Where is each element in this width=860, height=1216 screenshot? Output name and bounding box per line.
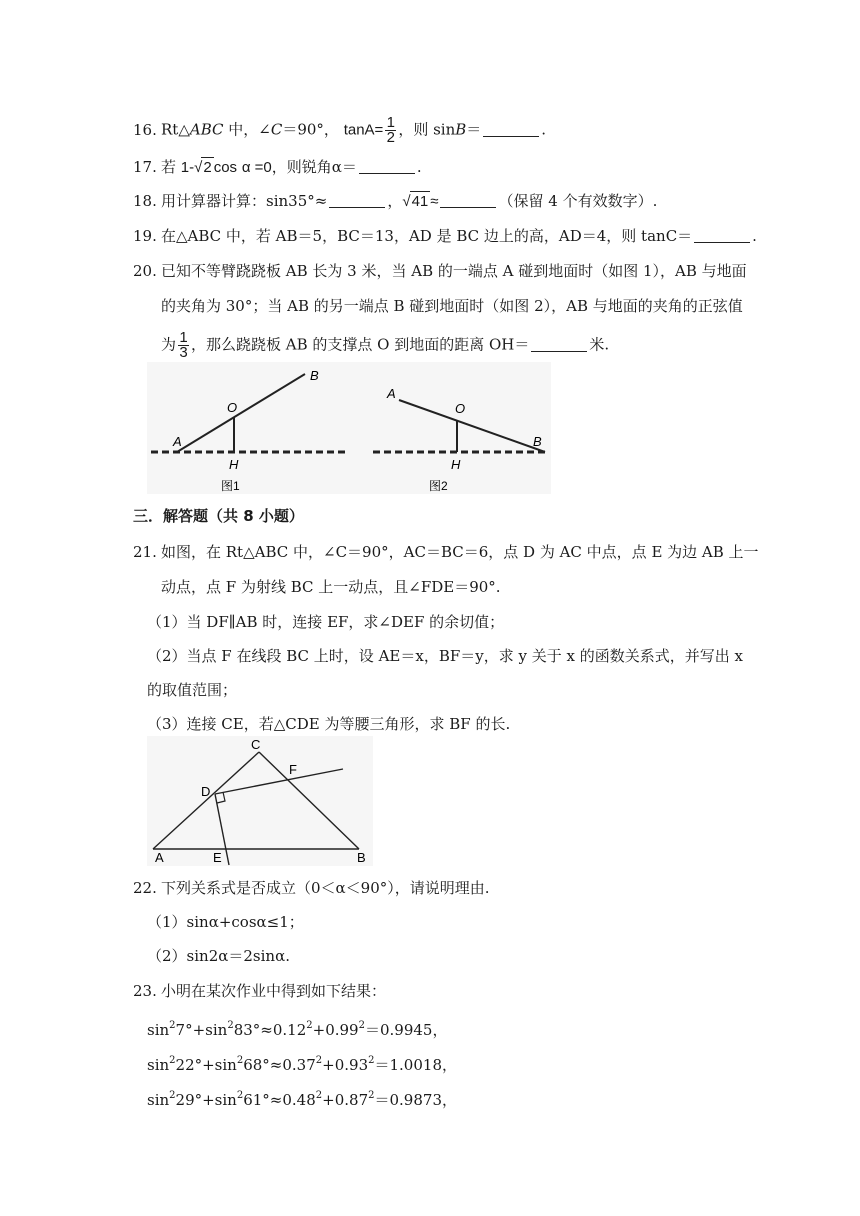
- question-22: 22. 下列关系式是否成立（0＜α＜90°），请说明理由.: [133, 879, 490, 897]
- question-20-line-3: 为 $\frac{1}{3}$ ，那么跷跷板 AB 的支撑点 O 到地面的距离 OH＝ 米.: [161, 329, 610, 361]
- label-O: O: [227, 400, 238, 415]
- label-A: A: [173, 434, 182, 449]
- answer-blank: [694, 228, 750, 243]
- label-H: H: [229, 457, 239, 472]
- result-row-3: $\sin^229^\circ+\sin^261^\circ\approx 0.48^2+0.87^2=0.9873$，: [147, 1090, 457, 1109]
- result-row-1: $\sin^27^\circ+\sin^283^\circ\approx 0.12^2+0.99^2=0.9945$，: [147, 1020, 448, 1039]
- label-O: O: [455, 401, 466, 416]
- label-H: H: [451, 457, 461, 472]
- question-23: 23. 小明在某次作业中得到如下结果：: [133, 982, 387, 1000]
- label-F: F: [289, 762, 297, 777]
- question-number: 21.: [133, 543, 157, 561]
- label-D: D: [201, 784, 211, 799]
- question-21-line-1: 21. 如图，在 Rt△ABC 中，∠C＝90°，AC＝BC＝6，点 D 为 AC 中点，点 E 为边 AB 上一: [133, 543, 759, 561]
- answer-blank: [359, 159, 415, 174]
- question-16: 16. Rt△ABC 中，∠C＝90°， tanA= $\frac{1}{2}$ ，则 sinB＝ .: [133, 114, 547, 146]
- caption-fig1: 图1: [221, 479, 240, 493]
- question-20-line-1: 20. 已知不等臂跷跷板 AB 长为 3 米，当 AB 的一端点 A 碰到地面时（如图 1），AB 与地面: [133, 262, 747, 280]
- question-21-part-1: （1）当 DF∥AB 时，连接 EF，求∠DEF 的余切值；: [147, 613, 505, 631]
- question-17: 17. 若 1-√2 cos α =0，则锐角α＝ .: [133, 158, 422, 176]
- tan-expression: tanA=: [343, 121, 384, 139]
- label-B: B: [310, 368, 319, 383]
- fraction-one-half: $\frac{1}{2}$: [386, 114, 395, 146]
- question-20-line-2: 的夹角为 30°；当 AB 的另一端点 B 碰到地面时（如图 2），AB 与地面的夹角的正弦值: [161, 297, 743, 315]
- question-number: 20.: [133, 262, 157, 280]
- answer-blank: [483, 122, 539, 137]
- label-C: C: [251, 737, 261, 752]
- question-21-part-2-cont: 的取值范围；: [147, 681, 238, 699]
- question-21-line-2: 动点，点 F 为射线 BC 上一动点，且∠FDE＝90°.: [161, 578, 501, 596]
- figure-background: [147, 736, 373, 866]
- question-21-part-2: （2）当点 F 在线段 BC 上时，设 AE＝x，BF＝y，求 y 关于 x 的函数关系式，并写出 x: [147, 647, 743, 665]
- answer-blank: [329, 193, 385, 208]
- question-number: 22.: [133, 879, 157, 897]
- label-E: E: [213, 850, 222, 865]
- figure-background: [147, 362, 551, 494]
- question-18: 18. 用计算器计算：sin35°≈ ，√41 ≈ （保留 4 个有效数字）.: [133, 192, 658, 210]
- caption-fig2: 图2: [429, 479, 448, 493]
- section-heading: 三．解答题（共 8 小题）: [133, 507, 304, 525]
- result-row-2: $\sin^222^\circ+\sin^268^\circ\approx 0.37^2+0.93^2=1.0018$，: [147, 1055, 457, 1074]
- fraction-one-third: $\frac{1}{3}$: [179, 329, 188, 361]
- triangle-figure: [147, 736, 373, 866]
- question-number: 16.: [133, 120, 157, 139]
- label-B: B: [357, 850, 366, 865]
- label-B: B: [533, 434, 542, 449]
- sqrt-symbol: √: [194, 159, 203, 176]
- question-number: 23.: [133, 982, 157, 1000]
- question-22-part-2: （2）sin2α＝2sinα.: [147, 947, 290, 965]
- answer-blank: [531, 337, 587, 352]
- label-A: A: [155, 850, 164, 865]
- sqrt-symbol: √: [402, 193, 411, 210]
- question-19: 19. 在△ABC 中，若 AB＝5，BC＝13，AD 是 BC 边上的高，AD＝4，则 tanC＝ .: [133, 227, 757, 245]
- question-number: 18.: [133, 192, 157, 210]
- question-22-part-1: （1）sinα+cosα≤1；: [147, 913, 304, 931]
- question-number: 17.: [133, 158, 157, 176]
- seesaw-figures: [147, 362, 551, 494]
- answer-blank: [440, 193, 496, 208]
- label-A: A: [387, 386, 396, 401]
- question-number: 19.: [133, 227, 157, 245]
- question-21-part-3: （3）连接 CE，若△CDE 为等腰三角形，求 BF 的长.: [147, 715, 511, 733]
